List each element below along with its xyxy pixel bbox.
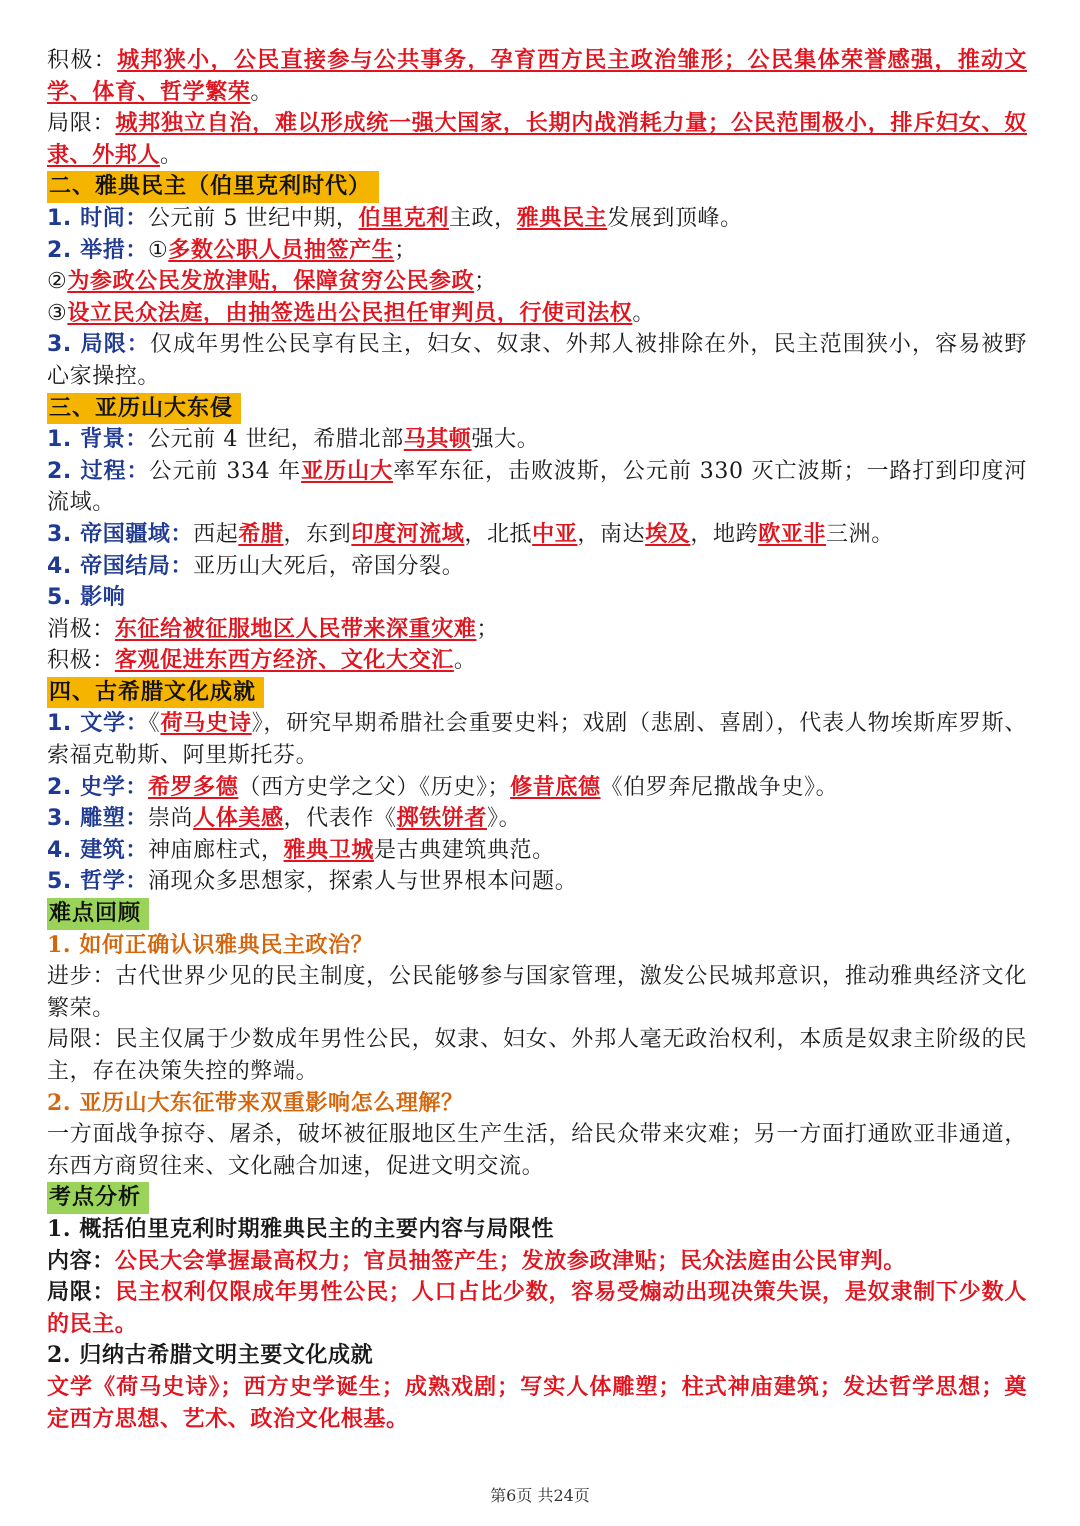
review-answer-2: 一方面战争掠夺、屠杀，破坏被征服地区生产生活，给民众带来灾难；另一方面打通欧亚非通道，东西方商贸往来、文化融合加速，促进文明交流。 bbox=[47, 1122, 1027, 1179]
culture-sculpture: 3. 雕塑：崇尚人体美感，代表作《掷铁饼者》。 bbox=[47, 805, 522, 832]
analysis-point-1: 1. 概括伯里克利时期雅典民主的主要内容与局限性 bbox=[47, 1215, 555, 1242]
section-heading-analysis: 考点分析 bbox=[47, 1182, 1027, 1214]
alexander-process: 2. 过程：公元前 334 年亚历山大率军东征，击败波斯，公元前 330 灭亡波斯；一路打到印度河流域。 bbox=[47, 457, 1027, 516]
page-footer: 第6页 共24页 bbox=[490, 1486, 590, 1505]
review-question-2: 2. 亚历山大东征带来双重影响怎么理解？ bbox=[47, 1089, 464, 1116]
section-heading-review: 难点回顾 bbox=[47, 898, 1027, 930]
section-heading-alexander: 三、亚历山大东侵 bbox=[47, 393, 1027, 425]
analysis-point-1-limitation: 局限：民主权利仅限成年男性公民；人口占比少数，容易受煽动出现决策失误，是奴隶制下少数人的民主。 bbox=[47, 1279, 1027, 1337]
analysis-point-2-text: 文学《荷马史诗》；西方史学诞生；成熟戏剧；写实人体雕塑；柱式神庙建筑；发达哲学思想；奠定西方思想、艺术、政治文化根基。 bbox=[47, 1373, 1027, 1432]
section-heading-athens: 二、雅典民主（伯里克利时代） bbox=[47, 171, 1027, 203]
culture-philosophy: 5. 哲学：涌现众多思想家，探索人与世界根本问题。 bbox=[47, 869, 578, 895]
alexander-impact-positive: 积极：客观促进东西方经济、文化大交汇。 bbox=[47, 647, 477, 674]
section-heading-culture: 四、古希腊文化成就 bbox=[47, 677, 1027, 709]
athens-measure-1: 2. 举措：①多数公职人员抽签产生； bbox=[47, 236, 417, 263]
culture-history: 2. 史学：希罗多德（西方史学之父）《历史》；修昔底德《伯罗奔尼撒战争史》。 bbox=[47, 773, 839, 800]
document-body bbox=[47, 45, 1027, 1435]
analysis-point-2: 2. 归纳古希腊文明主要文化成就 bbox=[47, 1342, 374, 1369]
alexander-background: 1. 背景：公元前 4 世纪，希腊北部马其顿强大。 bbox=[47, 426, 540, 453]
culture-architecture: 4. 建筑：神庙廊柱式，雅典卫城是古典建筑典范。 bbox=[47, 836, 555, 863]
alexander-territory: 3. 帝国疆域：西起希腊，东到印度河流域，北抵中亚，南达埃及，地跨欧亚非三洲。 bbox=[47, 520, 894, 547]
athens-limitation: 3. 局限：仅成年男性公民享有民主，妇女、奴隶、外邦人被排除在外，民主范围狭小，容易被野心家操控。 bbox=[47, 332, 1027, 389]
intro-limitation: 局限：城邦独立自治，难以形成统一强大国家，长期内战消耗力量；公民范围极小，排斥妇女、奴隶、外邦人。 bbox=[47, 110, 1027, 168]
alexander-outcome: 4. 帝国结局：亚历山大死后，帝国分裂。 bbox=[47, 553, 465, 579]
review-answer-1-progress: 进步：古代世界少见的民主制度，公民能够参与国家管理，激发公民城邦意识，推动雅典经济文化繁荣。 bbox=[47, 964, 1027, 1021]
intro-positive: 积极：城邦狭小，公民直接参与公共事务，孕育西方民主政治雏形；公民集体荣誉感强，推动文学、体育、哲学繁荣。 bbox=[47, 47, 1027, 105]
alexander-impact-negative: 消极：东征给被征服地区人民带来深重灾难； bbox=[47, 615, 500, 642]
athens-measure-2: ②为参政公民发放津贴，保障贫穷公民参政； bbox=[47, 268, 497, 295]
review-question-1: 1. 如何正确认识雅典民主政治？ bbox=[47, 931, 374, 958]
alexander-impact-heading: 5. 影响 bbox=[47, 585, 126, 611]
athens-time: 1. 时间：公元前 5 世纪中期，伯里克利主政，雅典民主发展到顶峰。 bbox=[47, 204, 743, 231]
analysis-point-1-content: 内容：公民大会掌握最高权力；官员抽签产生；发放参政津贴；民众法庭由公民审判。 bbox=[47, 1247, 906, 1274]
culture-literature: 1. 文学：《荷马史诗》，研究早期希腊社会重要史料；戏剧（悲剧、喜剧），代表人物埃斯库罗斯、索福克勒斯、阿里斯托芬。 bbox=[47, 710, 1027, 769]
athens-measure-3: ③设立民众法庭，由抽签选出公民担任审判员，行使司法权。 bbox=[47, 299, 655, 326]
review-answer-1-limitation: 局限：民主仅属于少数成年男性公民，奴隶、妇女、外邦人毫无政治权利，本质是奴隶主阶级的民主，存在决策失控的弊端。 bbox=[47, 1027, 1027, 1084]
